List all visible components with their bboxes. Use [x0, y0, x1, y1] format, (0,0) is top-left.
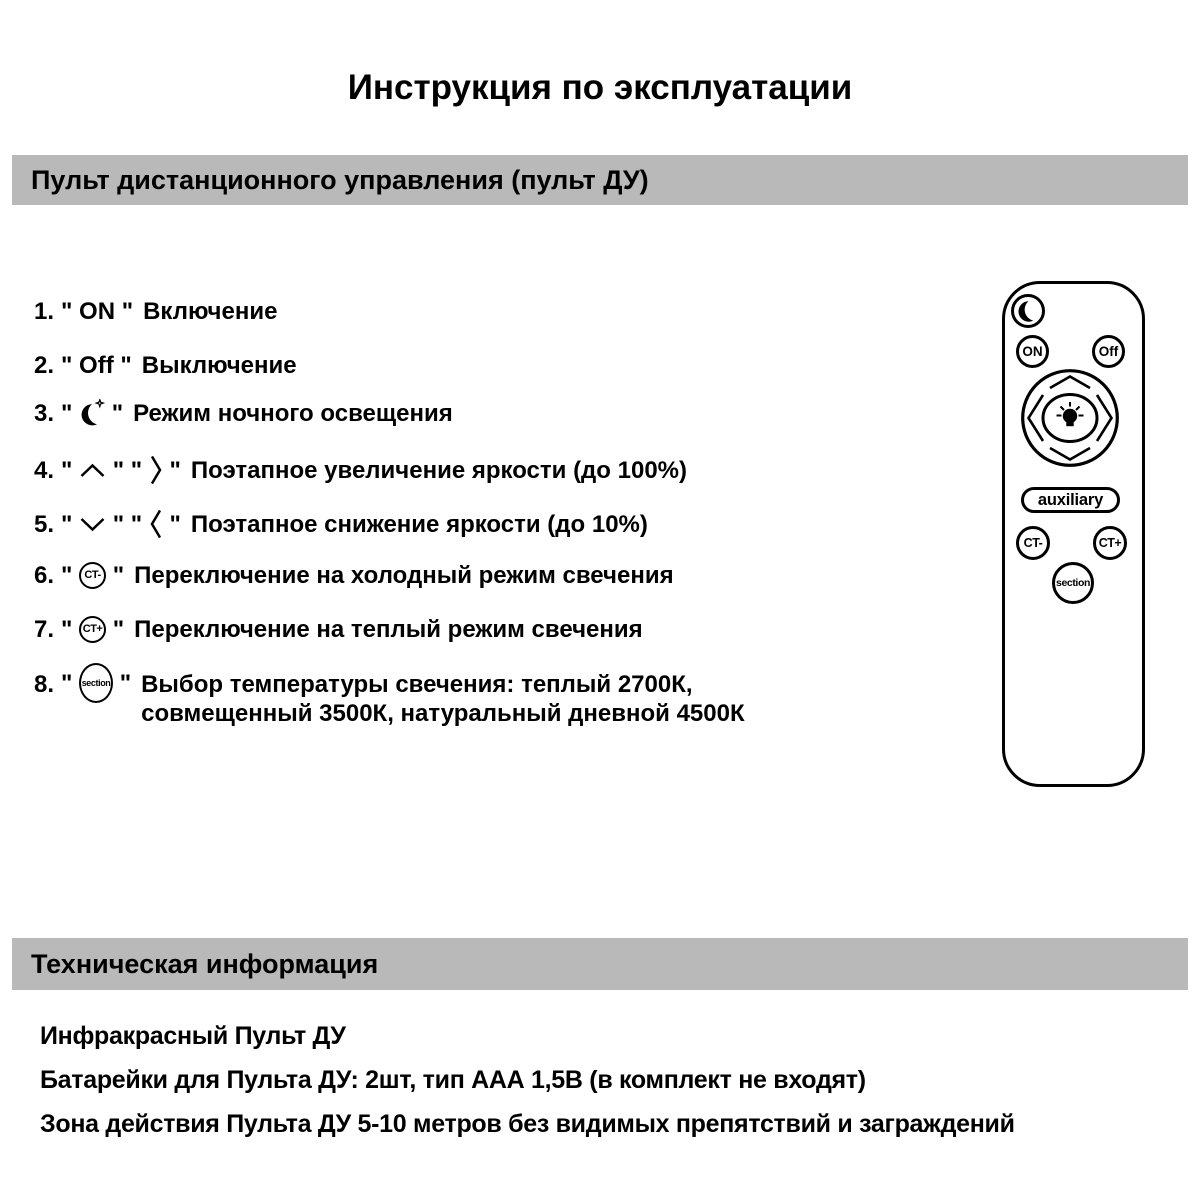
item-number: 5. — [34, 510, 55, 538]
instruction-item-4 — [34, 454, 687, 486]
chevron-right-icon — [149, 454, 163, 486]
quote-text: " — [61, 616, 80, 643]
tech-info-line-1: Инфракрасный Пульт ДУ — [40, 1022, 346, 1050]
quote-text: " — [61, 669, 80, 697]
on-button — [1016, 335, 1049, 368]
dpad-right-chevron — [1097, 395, 1112, 441]
night-mode-button — [1011, 294, 1045, 328]
quote-text: " — [61, 456, 80, 484]
item-button-reference — [61, 351, 132, 380]
quote-text: " " — [106, 456, 149, 484]
chevron-down-icon — [79, 517, 106, 532]
moon-star-icon — [79, 399, 105, 428]
instruction-item-7 — [34, 615, 643, 644]
remote-section-header-label: Пульт дистанционного управления (пульт ДУ) — [31, 164, 649, 195]
off-button — [1092, 335, 1125, 368]
ct-plus-icon: CT+ — [79, 616, 106, 643]
item-number: 6. — [34, 562, 55, 589]
dpad-left-chevron — [1029, 395, 1044, 441]
tech-info-line-3: Зона действия Пульта ДУ 5-10 метров без видимых препятствий и заграждений — [40, 1110, 1015, 1138]
moon-icon — [1016, 299, 1041, 324]
tech-info-line-2: Батарейки для Пульта ДУ: 2шт, тип ААА 1,5В (в комплект не входят) — [40, 1066, 866, 1094]
quote-text: " — [106, 562, 125, 589]
section-button-label: section — [1056, 577, 1090, 589]
quote-text: " — [113, 669, 132, 697]
ct-plus-button — [1093, 526, 1127, 560]
item-description: Переключение на холодный режим свечения — [134, 562, 674, 589]
quote-text: " — [61, 400, 80, 427]
instruction-item-3 — [34, 399, 453, 428]
auxiliary-button-label: auxiliary — [1037, 490, 1104, 509]
section-button — [1052, 562, 1094, 604]
item-number: 2. — [34, 352, 55, 379]
item-button-reference — [61, 454, 181, 486]
instruction-item-6 — [34, 561, 674, 590]
ct-minus-icon: CT- — [79, 562, 106, 589]
auxiliary-button — [1021, 487, 1120, 513]
item-description: Включение — [143, 298, 278, 325]
remote-control-illustration — [1002, 281, 1145, 787]
quote-text: " Off " — [61, 352, 132, 379]
quote-text: " — [61, 510, 80, 538]
remote-section-header — [12, 155, 1188, 205]
item-description: Выбор температуры свечения: теплый 2700К, совмещенный 3500К, натуральный дневной 4500К — [141, 671, 745, 727]
quote-text: " — [61, 562, 80, 589]
item-number: 4. — [34, 456, 55, 484]
quote-text: " " — [106, 510, 149, 538]
on-button-label: ON — [1022, 344, 1043, 359]
item-button-reference — [61, 508, 181, 540]
item-number: 1. — [34, 298, 55, 325]
ct-plus-button-label: CT+ — [1098, 536, 1122, 550]
instruction-item-5 — [34, 508, 648, 540]
item-description: Режим ночного освещения — [133, 400, 453, 427]
quote-text: " — [106, 616, 125, 643]
tech-section-header — [12, 938, 1188, 990]
item-button-reference — [61, 615, 124, 644]
quote-text: " — [105, 400, 124, 427]
instruction-item-8 — [34, 670, 745, 728]
off-button-label: Off — [1098, 344, 1119, 359]
item-button-reference — [61, 561, 124, 590]
instruction-item-1 — [34, 297, 277, 326]
chevron-left-icon — [149, 508, 163, 540]
item-number: 7. — [34, 616, 55, 643]
ct-minus-button — [1016, 526, 1050, 560]
quote-text: " — [162, 456, 181, 484]
item-description: Выключение — [141, 352, 297, 379]
quote-text: " ON " — [61, 298, 134, 325]
chevron-up-icon — [79, 463, 106, 478]
item-description: Поэтапное увеличение яркости (до 100%) — [190, 456, 687, 484]
item-button-reference — [61, 399, 123, 428]
tech-info — [40, 1022, 1170, 1154]
item-description: Переключение на теплый режим свечения — [134, 616, 643, 643]
light-bulb-icon — [1057, 402, 1084, 426]
dpad-down-chevron — [1050, 448, 1090, 460]
tech-section-header-label: Техническая информация — [31, 948, 379, 979]
dpad — [1020, 368, 1120, 468]
item-button-reference — [61, 297, 133, 326]
item-number: 8. — [34, 671, 55, 698]
quote-text: " — [162, 510, 181, 538]
page-title: Инструкция по эксплуатации — [347, 68, 853, 107]
item-button-reference — [61, 663, 131, 703]
section-icon: section — [79, 663, 113, 703]
ct-minus-button-label: CT- — [1023, 536, 1043, 550]
dpad-up-chevron — [1050, 377, 1090, 389]
instruction-item-2 — [34, 351, 297, 380]
item-description: Поэтапное снижение яркости (до 10%) — [190, 510, 648, 538]
item-number: 3. — [34, 400, 55, 427]
